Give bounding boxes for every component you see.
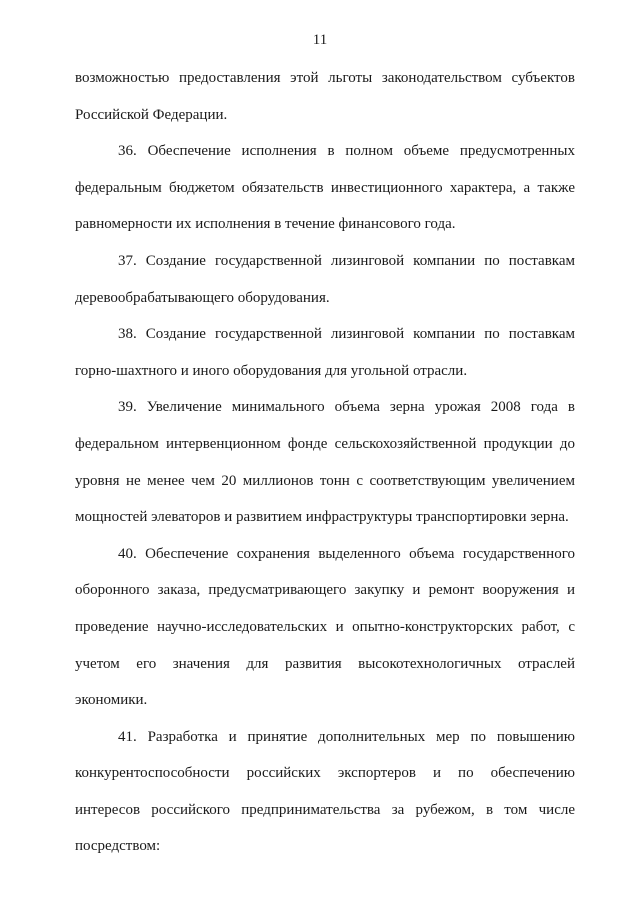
paragraph-line: интересов российского предпринимательства за рубежом, в том числе	[75, 801, 575, 818]
paragraph-line: федеральным бюджетом обязательств инвестиционного характера, а также	[75, 179, 575, 196]
paragraph-line: равномерности их исполнения в течение финансового года.	[75, 216, 456, 233]
document-body	[75, 68, 575, 873]
paragraph-line: оборонного заказа, предусматривающего закупку и ремонт вооружения и	[75, 582, 575, 599]
paragraph-line: деревообрабатывающего оборудования.	[75, 289, 330, 306]
paragraph-line: 40. Обеспечение сохранения выделенного объема государственного	[118, 545, 575, 562]
paragraph-line: посредством:	[75, 838, 161, 855]
paragraph-line: 36. Обеспечение исполнения в полном объеме предусмотренных	[118, 143, 575, 160]
paragraph-line: уровня не менее чем 20 миллионов тонн с соответствующим увеличением	[75, 472, 575, 489]
paragraph-line: Российской Федерации.	[75, 106, 228, 123]
paragraph-line: мощностей элеваторов и развитием инфраструктуры транспортировки зерна.	[75, 509, 569, 526]
paragraph-line: учетом его значения для развития высокотехнологичных отраслей	[75, 655, 575, 672]
paragraph-line: проведение научно-исследовательских и опытно-конструкторских работ, с	[75, 618, 575, 635]
paragraph-line: конкурентоспособности российских экспортеров и по обеспечению	[75, 765, 575, 782]
page-number: 11	[312, 32, 328, 48]
paragraph-line: федеральном интервенционном фонде сельскохозяйственной продукции до	[75, 435, 575, 452]
paragraph-line: 41. Разработка и принятие дополнительных мер по повышению	[118, 728, 575, 745]
paragraph-line: возможностью предоставления этой льготы законодательством субъектов	[75, 70, 575, 86]
paragraph-line: 39. Увеличение минимального объема зерна урожая 2008 года в	[118, 399, 575, 416]
paragraph-line: экономики.	[75, 692, 148, 709]
paragraph-line: горно-шахтного и иного оборудования для угольной отрасли.	[75, 362, 468, 379]
paragraph-line: 38. Создание государственной лизинговой компании по поставкам	[118, 326, 575, 343]
paragraph-line: 37. Создание государственной лизинговой компании по поставкам	[118, 252, 575, 269]
